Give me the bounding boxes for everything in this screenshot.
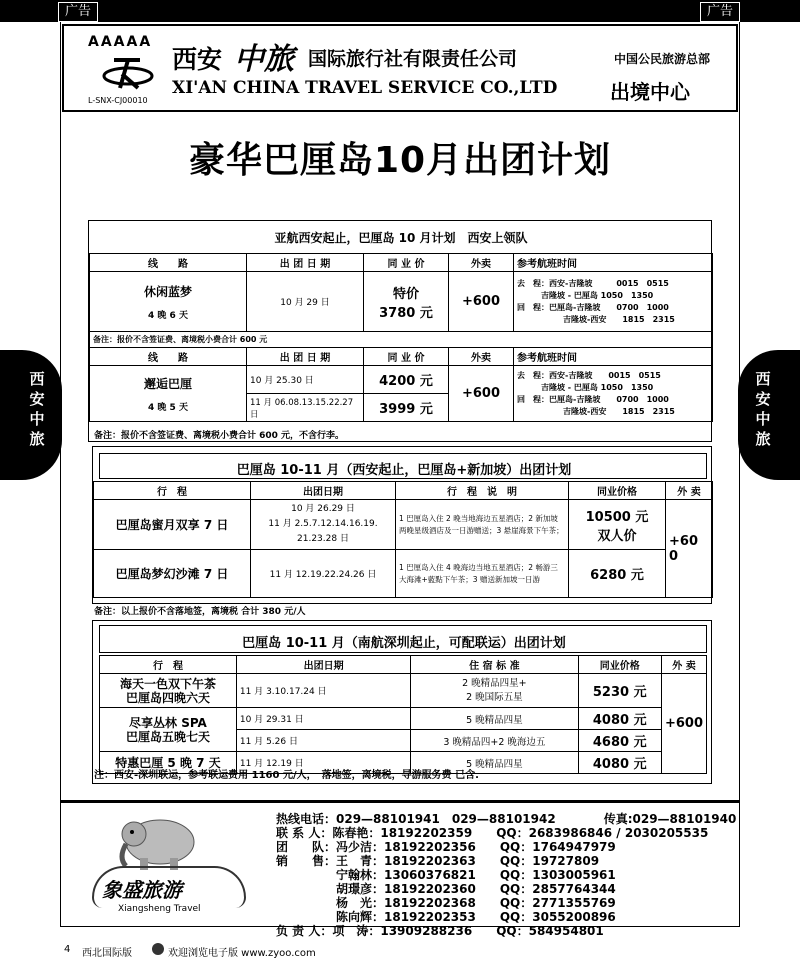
contact-line: 热线电话：029—88101941 029—88101942 传真:029—88101940	[276, 812, 737, 826]
col-header: 出 团 日 期	[247, 348, 364, 366]
col-header: 线 路	[90, 254, 247, 272]
section-title-box	[99, 453, 707, 479]
side-char: 西	[29, 370, 45, 388]
extra-cell: +600	[661, 674, 706, 774]
contact-line: 团 队：冯少洁：18192202356 QQ：1764947979	[276, 840, 616, 854]
side-char: 西	[755, 370, 771, 388]
hotel-cell: 3 晚精品四+2 晚海边五	[411, 730, 578, 752]
price-label: 特价	[392, 286, 419, 302]
flight-line: 去 程：西安-吉隆坡 0015 0515	[517, 278, 669, 288]
hotel-cell: 2 晚精品四星+ 2 晚国际五星	[411, 674, 578, 708]
contact-line: 陈向辉：18192202353 QQ：3055200896	[276, 910, 616, 924]
flight-line: 回 程：巴厘岛-吉隆坡 0700 1000	[517, 394, 669, 404]
col-header: 外卖	[449, 254, 514, 272]
flight-line: 吉隆坡 - 巴厘岛 1050 1350	[541, 382, 654, 392]
hotel-cell: 5 晚精品四星	[411, 752, 578, 774]
note: 备注：报价不含签证费、离境税小费合计 600 元，不含行李。	[94, 431, 345, 441]
contact-line: 负 责 人：项 涛：13909288236 QQ：584954801	[276, 924, 604, 938]
company-name-en: XI'AN CHINA TRAVEL SERVICE CO.,LTD	[172, 78, 558, 98]
date-cell: 11 月 12.19 日	[236, 752, 410, 774]
col-header: 同 业 价	[364, 254, 449, 272]
side-char: 安	[755, 390, 771, 408]
route-name: 巴厘岛蜜月双享 7 日	[94, 500, 251, 550]
price-cell: 4080 元	[578, 708, 661, 730]
globe-icon	[152, 943, 164, 955]
note: 注：西安-深圳联运，参考联运费用 1160 元/人， 落地签，离境税，导游服务费 已含.	[94, 770, 479, 781]
route-name: 休闲蓝梦	[143, 284, 192, 299]
section-name: 西北国际版	[82, 948, 132, 959]
price-cell: 5230 元	[578, 674, 661, 708]
price-cell: 6280 元	[569, 550, 666, 598]
elephant-logo-icon	[112, 816, 208, 872]
date-cell: 11 月 3.10.17.24 日	[236, 674, 410, 708]
flight-line: 去 程：西安-吉隆坡 0015 0515	[517, 370, 661, 380]
page-number: 4	[64, 944, 71, 955]
route-name: 特惠巴厘 5 晚 7 天	[100, 752, 237, 774]
flight-line: 吉隆坡 - 巴厘岛 1050 1350	[541, 290, 654, 300]
desc-cell: 1 巴厘岛入住 4 晚海边当地五星酒店；2 畅游三大海滩+藍點下午茶；3 赠送新加坡一日游	[396, 550, 569, 598]
side-char: 旅	[755, 430, 771, 448]
price-cell: 4080 元	[578, 752, 661, 774]
extra-cell: +60 0	[666, 500, 713, 598]
divider	[60, 800, 740, 803]
side-char: 中	[755, 410, 771, 428]
date-cell: 11 月 06.08.13.15.22.27 日	[247, 394, 364, 422]
price-cell: 4200 元	[364, 366, 449, 394]
company-name-c: 国际旅行社有限责任公司	[308, 48, 518, 70]
flight-line: 回 程：巴厘岛-吉隆坡 0700 1000	[517, 302, 669, 312]
extra-cell: +600	[449, 366, 514, 422]
section-title-box	[99, 625, 707, 653]
route-name: 海天一色双下午茶 巴厘岛四晚六天	[100, 674, 237, 708]
license-no: L-SNX-CJ00010	[88, 96, 148, 105]
col-header: 出团日期	[236, 656, 410, 674]
contact-line: 宁翰林：13060376821 QQ：1303005961	[276, 868, 616, 882]
plan-table-2	[93, 481, 713, 598]
visit-link[interactable]: 欢迎浏览电子版 www.zyoo.com	[168, 948, 316, 959]
flight-line: 吉隆坡-西安 1815 2315	[563, 406, 675, 416]
brand-name-cn: 象盛旅游	[102, 878, 182, 902]
date-cell: 10 月 25.30 日	[247, 366, 364, 394]
route-name: 尽享丛林 SPA 巴厘岛五晚七天	[100, 708, 237, 752]
col-header: 参考航班时间	[514, 348, 713, 366]
col-header: 同业价格	[569, 482, 666, 500]
dept-line-2: 出境中心	[610, 80, 690, 104]
col-header: 外卖	[449, 348, 514, 366]
note: 备注：报价不含签证费、离境税小费合计 600 元	[90, 332, 713, 348]
col-header: 行 程 说 明	[396, 482, 569, 500]
route-days: 4 晚 5 天	[148, 402, 188, 413]
col-header: 线 路	[90, 348, 247, 366]
company-header	[62, 24, 738, 112]
desc-cell: 1 巴厘岛入住 2 晚当地海边五星酒店；2 新加坡两晚星级酒店及一日游赠送；3 悬崖海景下午茶；	[396, 500, 569, 550]
col-header: 行 程	[100, 656, 237, 674]
side-char: 旅	[29, 430, 45, 448]
section-title: 巴厘岛 10-11 月（西安起止，巴厘岛+新加坡）出团计划	[236, 463, 572, 478]
company-name-a: 西安	[172, 45, 223, 74]
brand-name-en: Xiangsheng Travel	[118, 904, 201, 914]
section-title: 巴厘岛 10-11 月（南航深圳起止，可配联运）出团计划	[242, 636, 566, 651]
col-header: 外 卖	[666, 482, 713, 500]
col-header: 行 程	[94, 482, 251, 500]
hotel-cell: 5 晚精品四星	[411, 708, 578, 730]
date-cell: 10 月 29.31 日	[236, 708, 410, 730]
contact-line: 胡璟彦：18192202360 QQ：2857764344	[276, 882, 616, 896]
price-cell: 10500 元 双人价	[569, 500, 666, 550]
flight-line: 吉隆坡-西安 1815 2315	[563, 314, 675, 324]
route-name: 邂逅巴厘	[143, 376, 192, 391]
ad-label-right: 广告	[700, 2, 740, 22]
col-header: 出 团 日 期	[247, 254, 364, 272]
flight-cell	[514, 366, 713, 422]
contact-line: 杨 光：18192202368 QQ：2771355769	[276, 896, 616, 910]
company-logo-icon	[100, 54, 156, 94]
date-cell: 11 月 5.26 日	[236, 730, 410, 752]
shenzhen-plan	[92, 620, 712, 784]
route-cell	[90, 272, 247, 332]
col-header: 出团日期	[251, 482, 396, 500]
price-cell	[364, 272, 449, 332]
col-header: 同 业 价	[364, 348, 449, 366]
top-bar	[0, 0, 800, 22]
page-title: 豪华巴厘岛10月出团计划	[188, 140, 612, 181]
flight-cell	[514, 272, 713, 332]
singapore-plan	[92, 446, 712, 604]
side-tab-left	[0, 350, 62, 480]
air-asia-plan	[88, 220, 712, 442]
date-cell: 11 月 12.19.22.24.26 日	[251, 550, 396, 598]
note: 备注：以上报价不含落地签，离境税 合计 380 元/人	[94, 607, 306, 617]
route-cell	[90, 366, 247, 422]
section-title: 亚航西安起止，巴厘岛 10 月计划 西安上领队	[274, 231, 528, 245]
price-cell: 4680 元	[578, 730, 661, 752]
side-tab-right	[738, 350, 800, 480]
plan-table-1	[89, 253, 713, 422]
side-char: 中	[29, 410, 45, 428]
contact-line: 销 售：王 青：18192202363 QQ：19727809	[276, 854, 600, 868]
contact-list	[276, 812, 736, 938]
date-cell: 10 月 29 日	[247, 272, 364, 332]
price-value: 3780 元	[379, 305, 433, 321]
col-header: 同业价格	[578, 656, 661, 674]
price-cell: 3999 元	[364, 394, 449, 422]
dept-line-1: 中国公民旅游总部	[614, 52, 711, 66]
ad-label-left: 广告	[58, 2, 98, 22]
date-cell: 10 月 26.29 日 11 月 2.5.7.12.14.16.19. 21.23.28 日	[251, 500, 396, 550]
plan-table-3	[99, 655, 707, 774]
contact-line: 联 系 人：陈春艳：18192202359 QQ：2683986846 / 2030205535	[276, 826, 709, 840]
rating: AAAAA	[88, 34, 153, 50]
route-name: 巴厘岛梦幻沙滩 7 日	[94, 550, 251, 598]
col-header: 住 宿 标 准	[411, 656, 578, 674]
extra-cell: +600	[449, 272, 514, 332]
company-name-b: 中旅	[234, 42, 294, 77]
side-char: 安	[29, 390, 45, 408]
col-header: 外 卖	[661, 656, 706, 674]
col-header: 参考航班时间	[514, 254, 713, 272]
route-days: 4 晚 6 天	[148, 310, 188, 321]
